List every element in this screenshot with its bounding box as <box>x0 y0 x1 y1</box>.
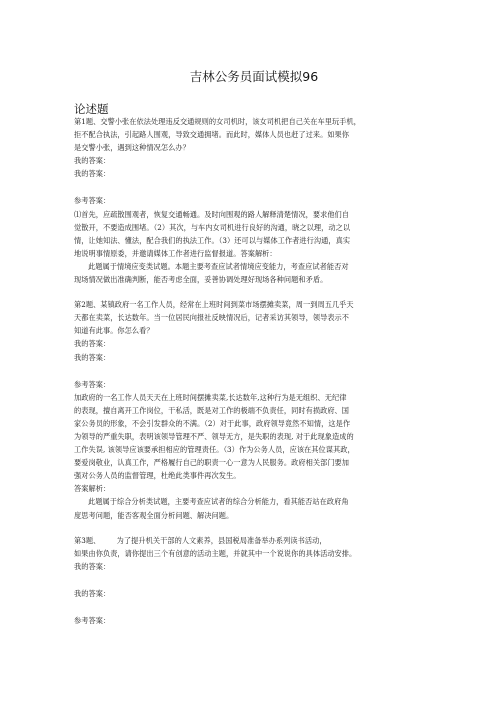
question-text-line: 第2题、某镇政府一名工作人员，经常在上班时间到菜市场摆摊卖菜，周一到周五几乎天 <box>74 300 354 310</box>
question-text-line: 知道有此事。你怎么看？ <box>74 326 154 336</box>
question-text-line: 是交警小张，遇到这种情况怎么办？ <box>74 143 190 153</box>
spacer <box>74 180 434 194</box>
spacer <box>74 364 434 378</box>
analysis-line: 此题属于综合分析类试题，主要考查应试者的综合分析能力，看其能否站在政府角 <box>88 497 349 507</box>
reference-answer-line: 地说明事情原委，并邀请媒体工作者进行监督报道。答案解析： <box>74 248 277 258</box>
reference-answer-line: 加政府的一名工作人员天天在上班时间摆摊卖菜,长达数年,这种行为是无组织、无纪律 <box>74 392 347 402</box>
reference-answer-line: 为领导的严重失职，表明该领导管理不严、领导无方，是失职的表现, 对于此现象造成的 <box>74 431 354 441</box>
spacer <box>74 600 434 614</box>
my-answer-label: 我的答案： <box>74 588 111 598</box>
question-2 <box>74 298 434 522</box>
reference-answer-line: 家公务员的形象，不会引发群众的不满。（2）对于此事，政府领导竟然不知情，这是作 <box>74 418 351 428</box>
reference-answer-label: 参考答案： <box>74 379 111 389</box>
my-answer-label: 我的答案： <box>74 156 111 166</box>
question-text-line: 拒不配合执法，引起路人围观，导致交通拥堵。而此时，媒体人员也赶了过来。如果你 <box>74 130 350 140</box>
reference-answer-label: 参考答案： <box>74 196 111 206</box>
reference-answer-line: 强对公务人员的监督管理，杜绝此类事件再次发生。 <box>74 471 241 481</box>
reference-answer-line: 情，让她知法、懂法，配合我们的执法工作。（3）还可以与媒体工作者进行沟通，真实 <box>74 235 351 245</box>
analysis-line: 度思考问题，能否客观全面分析问题、解决问题。 <box>74 510 234 520</box>
document-title: 吉林公务员面试模拟96 <box>189 69 319 84</box>
spacer <box>74 286 434 298</box>
my-answer-label: 我的答案： <box>74 339 111 349</box>
my-answer-label: 我的答案： <box>74 352 111 362</box>
analysis-line: 现场情况做出准确判断，能否考虑全面，妥善协调处理好现场各种问题和矛盾。 <box>74 275 328 285</box>
question-text-line: 第3题、 为了提升机关干部的人文素养，县国税局准备举办系列读书活动， <box>74 535 327 545</box>
reference-answer-line: 觉散开，不要造成围堵。（2）其次，与车内女司机进行良好的沟通，晓之以理，动之以 <box>74 222 351 232</box>
section-heading: 论述题 <box>74 102 109 116</box>
reference-answer-line: 的表现，擅自离开工作岗位，干私活，既是对工作的极端不负责任，同时有损政府、国 <box>74 405 350 415</box>
analysis-line: 此题属于情境应变类试题。本题主要考查应试者情境应变能力，考查应试者能否对 <box>88 261 349 271</box>
question-text-line: 天都在卖菜，长达数年。当一位居民向报社反映情况后，记者采访其领导，领导表示不 <box>74 313 350 323</box>
my-answer-label: 我的答案： <box>74 169 111 179</box>
my-answer-label: 我的答案： <box>74 561 111 571</box>
question-text-line: 如果由你负责，请你提出三个有创意的活动主题，并就其中一个说说你的具体活动安排。 <box>74 548 357 558</box>
question-1 <box>74 115 434 286</box>
question-text-line: 第1题、交警小张在依法处理违反交通规则的女司机时，该女司机把自己关在车里玩手机， <box>74 117 361 126</box>
spacer <box>74 573 434 587</box>
document-body <box>74 115 434 627</box>
reference-answer-line: 要爱岗敬业，认真工作，严格履行自己的职责一心一意为人民服务。政府相关部门要加 <box>74 458 350 468</box>
question-3 <box>74 534 434 627</box>
reference-answer-line: ⑴首先，应疏散围观者，恢复交通畅通。及时向围观的路人解释清楚情况，要求他们自 <box>74 209 350 219</box>
reference-answer-line: 工作失误, 该领导应该要承担相应的管理责任。（3）作为公务人员，应该在其位谋其政， <box>74 445 355 455</box>
analysis-label: 答案解析： <box>74 484 111 494</box>
reference-answer-label: 参考答案： <box>74 616 111 625</box>
spacer <box>74 522 434 534</box>
